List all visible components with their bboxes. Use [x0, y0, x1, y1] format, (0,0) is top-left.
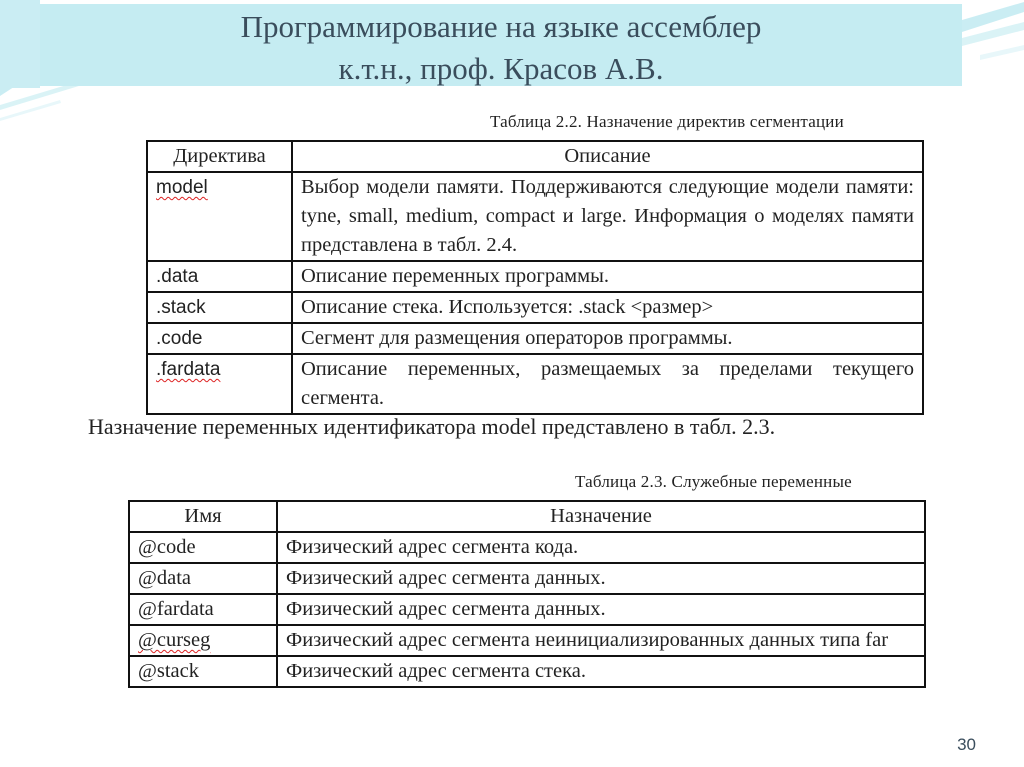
- body-paragraph: Назначение переменных идентификатора model представлено в табл. 2.3.: [88, 414, 776, 439]
- variable-name: @stack: [129, 656, 277, 687]
- table-row: [147, 292, 923, 323]
- directive-description: Описание переменных, размещаемых за пределами текущего сегмента.: [292, 354, 923, 414]
- directive-name: .stack: [147, 292, 292, 323]
- directive-name-text: model: [156, 177, 208, 198]
- variable-purpose: Физический адрес сегмента данных.: [277, 594, 925, 625]
- table1-caption: Таблица 2.2. Назначение директив сегментации: [490, 112, 844, 131]
- variable-purpose: Физический адрес сегмента кода.: [277, 532, 925, 563]
- variable-name-text: @curseg: [138, 629, 211, 651]
- variable-name: @fardata: [129, 594, 277, 625]
- directive-description: Описание стека. Используется: .stack <размер>: [292, 292, 923, 323]
- table-row: [129, 532, 925, 563]
- table-row: [147, 354, 923, 414]
- title-line-1: Программирование на языке ассемблер: [240, 9, 762, 44]
- page-number: 30: [957, 735, 976, 754]
- directive-name: [147, 172, 292, 261]
- directive-name: .data: [147, 261, 292, 292]
- slide-title: [40, 6, 962, 90]
- variable-name: @data: [129, 563, 277, 594]
- table-row: [129, 625, 925, 656]
- right-stripes: [962, 2, 1024, 60]
- variable-name: @code: [129, 532, 277, 563]
- table-row: [129, 594, 925, 625]
- title-line-2: к.т.н., проф. Красов А.В.: [338, 51, 664, 86]
- segment-directives-table: [146, 140, 924, 415]
- column-header-purpose: Назначение: [277, 501, 925, 532]
- variable-purpose: Физический адрес сегмента стека.: [277, 656, 925, 687]
- table-row: [147, 172, 923, 261]
- service-variables-table: [128, 500, 926, 688]
- column-header-description: Описание: [292, 141, 923, 172]
- directive-name-text: .fardata: [156, 359, 221, 380]
- directive-name: .code: [147, 323, 292, 354]
- variable-purpose: Физический адрес сегмента неинициализированных данных типа far: [277, 625, 925, 656]
- table-row: [129, 656, 925, 687]
- directive-description: Сегмент для размещения операторов программы.: [292, 323, 923, 354]
- variable-name: [129, 625, 277, 656]
- table-row: [147, 323, 923, 354]
- table-row: [147, 261, 923, 292]
- table-header-row: [147, 141, 923, 172]
- directive-description: Выбор модели памяти. Поддерживаются следующие модели памяти: tyne, small, medium, compact и large. Информация о моделях памяти представлена в табл. 2.4.: [292, 172, 923, 261]
- table-header-row: [129, 501, 925, 532]
- column-header-directive: Директива: [147, 141, 292, 172]
- variable-purpose: Физический адрес сегмента данных.: [277, 563, 925, 594]
- table2-caption: Таблица 2.3. Служебные переменные: [575, 472, 852, 491]
- directive-description: Описание переменных программы.: [292, 261, 923, 292]
- column-header-name: Имя: [129, 501, 277, 532]
- table-row: [129, 563, 925, 594]
- directive-name: [147, 354, 292, 414]
